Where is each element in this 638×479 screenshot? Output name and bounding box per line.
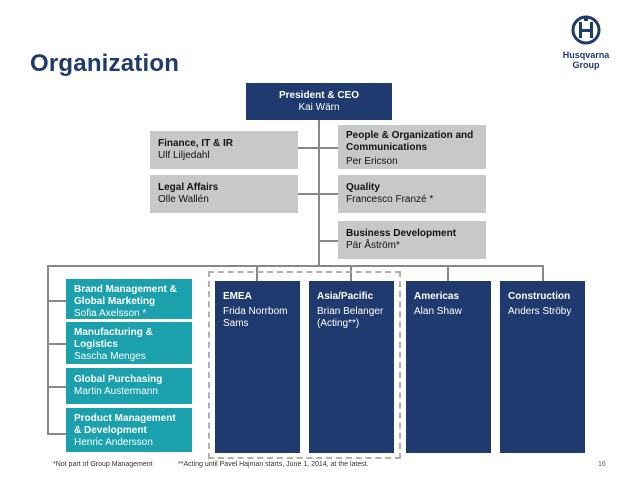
division-role: Construction: [508, 291, 571, 302]
division-role: Asia/Pacific: [317, 291, 374, 302]
connector-drop-construction: [542, 265, 544, 281]
function-role: Manufacturing & Logistics: [74, 327, 153, 350]
division-name: Alan Shaw: [414, 306, 462, 317]
logo-line1: Husqvarna: [562, 50, 610, 60]
connector-right-quality: [320, 193, 338, 195]
function-box-brand: [66, 279, 192, 319]
division-box-asia-pacific: [309, 281, 394, 453]
connector-left-legal: [298, 193, 318, 195]
page-number: 16: [598, 461, 606, 468]
function-role: Global Purchasing: [74, 374, 163, 385]
connector-drop-functions: [47, 265, 49, 435]
function-name: Henric Andersson: [74, 437, 153, 448]
staff-box-bizdev: [338, 221, 486, 259]
connector-left-finance: [298, 147, 318, 149]
division-box-americas: [406, 281, 491, 453]
staff-name: Ulf Liljedahl: [158, 150, 210, 161]
connector-horizontal-bar: [47, 265, 544, 267]
ceo-role: President & CEO: [278, 90, 360, 101]
staff-role: People & Organization and Communications: [346, 130, 474, 153]
staff-box-legal: [150, 175, 298, 213]
division-name: Brian Belanger (Acting**): [317, 306, 384, 329]
staff-name: Francesco Franzé *: [346, 194, 434, 205]
division-name: Anders Ströby: [508, 306, 572, 317]
connector-func-3: [47, 386, 66, 388]
function-box-purchasing: [66, 368, 192, 404]
ceo-name: Kai Wärn: [298, 102, 340, 113]
staff-role: Quality: [346, 182, 380, 193]
connector-drop-americas: [447, 265, 449, 281]
staff-box-people: [338, 125, 486, 169]
connector-func-1: [47, 300, 66, 302]
page-title: Organization: [30, 50, 180, 77]
footnote-acting: **Acting until Pavel Hajman starts, June 1, 2014, at the latest.: [178, 461, 369, 468]
footnote-group-management: *Not part of Group Management: [53, 461, 153, 468]
staff-box-quality: [338, 175, 486, 213]
division-box-construction: [500, 281, 585, 453]
staff-role: Business Development: [346, 228, 457, 239]
ceo-box: [246, 83, 392, 120]
function-box-manufacturing: [66, 322, 192, 364]
staff-name: Pär Åström*: [346, 240, 400, 251]
division-box-emea: [215, 281, 300, 453]
function-name: Sascha Menges: [74, 351, 146, 362]
staff-role: Finance, IT & IR: [158, 138, 234, 149]
function-role: Product Management & Development: [74, 413, 176, 436]
connector-right-people: [320, 147, 338, 149]
connector-func-2: [47, 343, 66, 345]
function-role: Brand Management & Global Marketing: [74, 284, 177, 307]
husqvarna-logo: [560, 15, 612, 70]
staff-role: Legal Affairs: [158, 182, 219, 193]
husqvarna-crown-h-icon: [560, 15, 612, 45]
connector-func-4: [47, 433, 66, 435]
division-role: Americas: [414, 291, 460, 302]
staff-name: Olle Wallén: [158, 194, 209, 205]
function-box-product: [66, 408, 192, 452]
connector-right-bizdev: [320, 240, 338, 242]
function-name: Sofia Axelsson *: [74, 308, 147, 319]
staff-name: Per Ericson: [346, 156, 398, 167]
staff-box-finance: [150, 131, 298, 169]
division-name: Frida Norrbom Sams: [223, 306, 288, 329]
division-role: EMEA: [223, 291, 252, 302]
function-name: Martin Austermann: [74, 386, 158, 397]
logo-line2: Group: [572, 60, 600, 70]
